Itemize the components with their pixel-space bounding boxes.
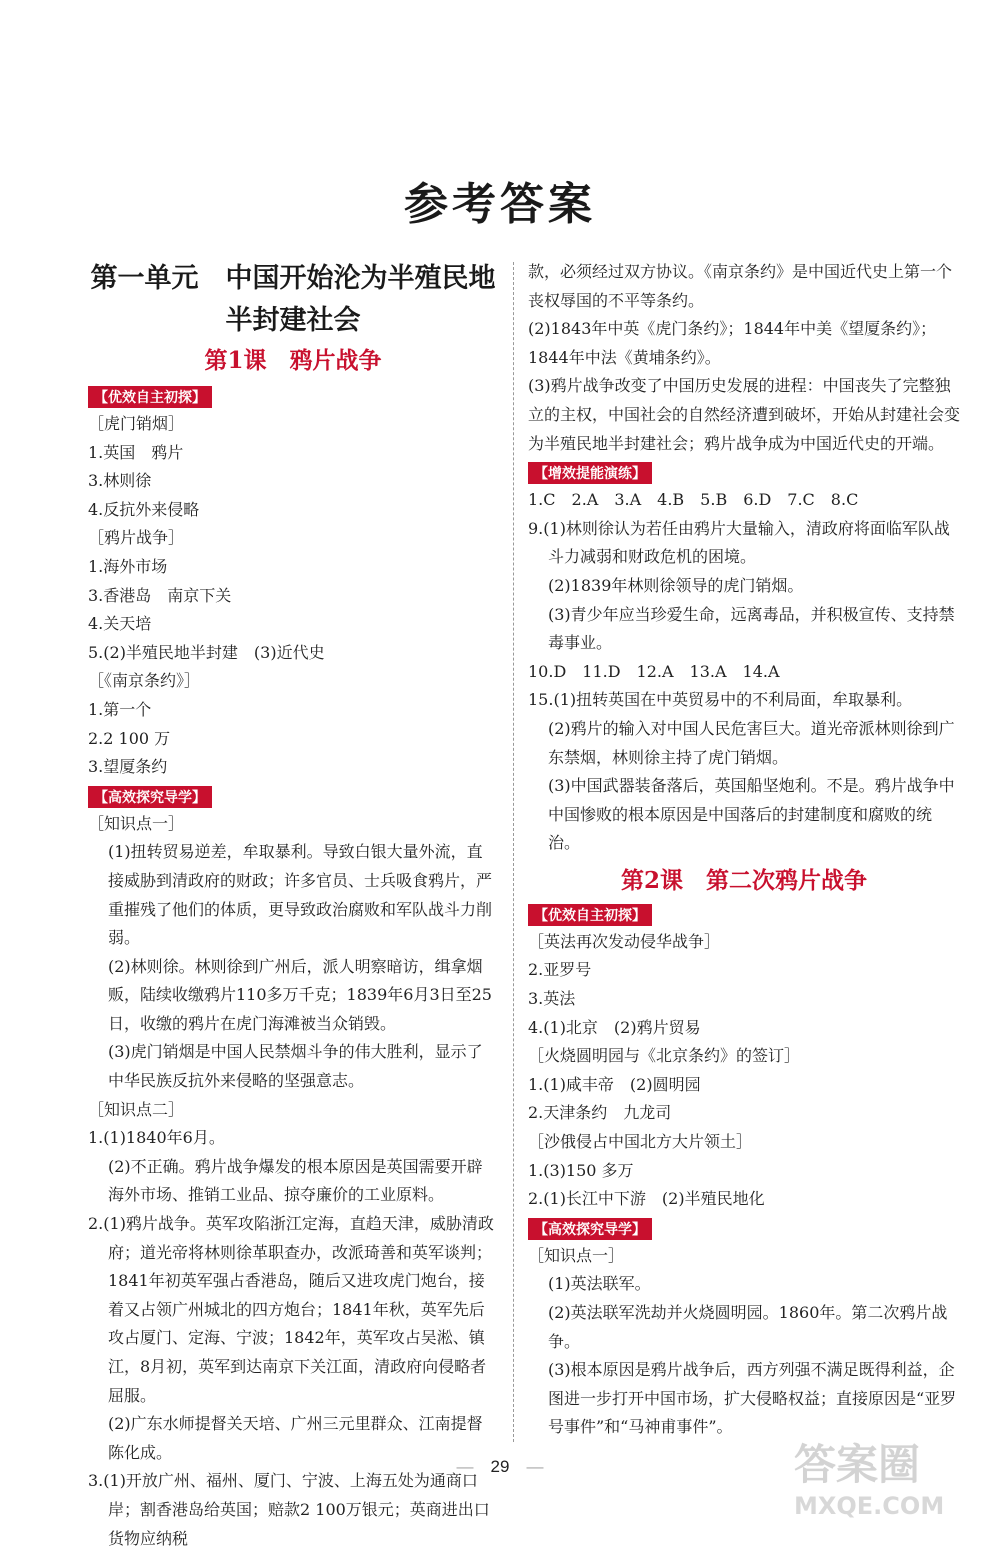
watermark-logo bbox=[794, 1432, 984, 1542]
answer-line: ［知识点一］ bbox=[88, 813, 185, 833]
answer-line: 4.反抗外来侵略 bbox=[88, 499, 200, 519]
answer-line: 2.(1)鸦片战争。英军攻陷浙江定海，直趋天津，威胁清政府；道光帝将林则徐革职查办，改派琦善和英军谈判；1841年初英军强占香港岛，随后又进攻虎门炮台，接着又占领广州城北的四方炮台；1841年秋，英军先后攻占厦门、定海、宁波；1842年，英军攻占吴淞、镇江，8月初，英军到达南京下关江面，清政府向侵略者屈服。 bbox=[88, 1214, 494, 1405]
answer-line: ［知识点二］ bbox=[88, 1099, 185, 1119]
answer-line: 1.第一个 bbox=[88, 699, 152, 719]
lesson-1-title: 第1课 鸦片战争 bbox=[204, 347, 382, 374]
right-answer-list bbox=[528, 258, 960, 1442]
answer-line: (2)1839年林则徐领导的虎门销烟。 bbox=[548, 575, 804, 595]
section-header: 【增效提能演练】 bbox=[528, 462, 652, 484]
section-header-row bbox=[88, 382, 498, 410]
answer-line: (3)根本原因是鸦片战争后，西方列强不满足既得利益，企图进一步打开中国市场，扩大侵略权益；直接原因是“亚罗号事件”和“马神甫事件”。 bbox=[548, 1360, 957, 1437]
section-header: 【优效自主初探】 bbox=[528, 904, 652, 926]
answer-line: 2.天津条约 九龙司 bbox=[528, 1103, 672, 1123]
answer-line: (1)扭转贸易逆差，牟取暴利。导致白银大量外流，直接威胁到清政府的财政；许多官员、士兵吸食鸦片，严重摧残了他们的体质，更导致政治腐败和军队战斗力削弱。 bbox=[108, 842, 493, 948]
answer-line: 1.英国 鸦片 bbox=[88, 442, 184, 462]
answer-line: 3.林则徐 bbox=[88, 471, 152, 491]
answer-line: ［知识点一］ bbox=[528, 1245, 625, 1265]
answer-line: (3)鸦片战争改变了中国历史发展的进程：中国丧失了完整独立的主权，中国社会的自然经济遭到破坏，开始从封建社会变为半殖民地半封建社会；鸦片战争成为中国近代史的开端。 bbox=[528, 376, 961, 453]
section-header-row bbox=[528, 458, 960, 486]
answer-line: 1.(3)150 多万 bbox=[528, 1160, 634, 1180]
answer-line: (2)不正确。鸦片战争爆发的根本原因是英国需要开辟海外市场、推销工业品、掠夺廉价的工业原料。 bbox=[108, 1156, 483, 1205]
answer-line: 1.海外市场 bbox=[88, 556, 168, 576]
right-column bbox=[528, 258, 960, 1442]
answer-line: 1.(1)1840年6月。 bbox=[88, 1128, 225, 1148]
answer-line: 2.(1)长江中下游 (2)半殖民地化 bbox=[528, 1189, 765, 1209]
answer-line: 1.C 2.A 3.A 4.B 5.B 6.D 7.C 8.C bbox=[528, 490, 859, 510]
answer-line: 3.(1)开放广州、福州、厦门、宁波、上海五处为通商口岸；割香港岛给英国；赔款2 100万银元；英商进出口货物应纳税 bbox=[88, 1471, 490, 1548]
unit-title-line-1: 第一单元 中国开始沦为半殖民地 bbox=[90, 263, 496, 294]
answer-line: (2)鸦片的输入对中国人民危害巨大。道光帝派林则徐到广东禁烟，林则徐主持了虎门销烟。 bbox=[548, 718, 955, 767]
answer-line: ［鸦片战争］ bbox=[88, 528, 185, 548]
section-header-row bbox=[88, 782, 498, 810]
answer-line: 1.(1)咸丰帝 (2)圆明园 bbox=[528, 1074, 701, 1094]
lesson-title: 第2课 第二次鸦片战争 bbox=[620, 866, 867, 894]
unit-title-line-2: 半封建社会 bbox=[225, 305, 361, 336]
answer-line: ［虎门销烟］ bbox=[88, 414, 185, 433]
answer-line: 10.D 11.D 12.A 13.A 14.A bbox=[528, 661, 780, 681]
answer-line: 3.香港岛 南京下关 bbox=[88, 585, 232, 605]
answer-line: 2.2 100 万 bbox=[88, 728, 171, 748]
answer-line: 3.英法 bbox=[528, 989, 576, 1009]
answer-line: 款，必须经过双方协议。《南京条约》是中国近代史上第一个丧权辱国的不平等条约。 bbox=[528, 262, 953, 310]
watermark-line-1: 答案圈 bbox=[794, 1440, 921, 1489]
answer-line: 3.望厦条约 bbox=[88, 757, 168, 777]
answer-line: 5.(2)半殖民地半封建 (3)近代史 bbox=[88, 642, 325, 662]
page-number-value: 29 bbox=[490, 1457, 510, 1476]
answer-line: 9.(1)林则徐认为若任由鸦片大量输入，清政府将面临军队战斗力减弱和财政危机的困境。 bbox=[528, 518, 950, 567]
answer-line: ［《南京条约》］ bbox=[88, 671, 201, 691]
answer-line: 2.亚罗号 bbox=[528, 960, 592, 980]
page-number-dash-right: — bbox=[509, 1457, 544, 1476]
answer-line: ［英法再次发动侵华战争］ bbox=[528, 931, 721, 951]
section-header: 【优效自主初探】 bbox=[88, 386, 212, 408]
answer-line: 4.(1)北京 (2)鸦片贸易 bbox=[528, 1017, 701, 1037]
answer-line: (2)广东水师提督关天培、广州三元里群众、江南提督陈化成。 bbox=[108, 1414, 483, 1462]
answer-line: (2)1843年中英《虎门条约》；1844年中美《望厦条约》；1844年中法《黄埔条约》。 bbox=[528, 319, 937, 367]
section-header-row bbox=[528, 900, 960, 928]
section-header: 【高效探究导学】 bbox=[528, 1218, 652, 1240]
answer-line: (2)林则徐。林则徐到广州后，派人明察暗访，缉拿烟贩，陆续收缴鸦片110多万千克；1839年6月3日至25日，收缴的鸦片在虎门海滩被当众销毁。 bbox=[108, 956, 492, 1033]
answer-line: ［沙俄侵占中国北方大片领土］ bbox=[528, 1132, 753, 1152]
left-answer-list bbox=[88, 382, 498, 1553]
answer-line: (2)英法联军洗劫并火烧圆明园。1860年。第二次鸦片战争。 bbox=[548, 1303, 948, 1351]
page-number-dash-left: — bbox=[456, 1457, 491, 1476]
section-header: 【高效探究导学】 bbox=[88, 786, 212, 808]
answer-line: (3)虎门销烟是中国人民禁烟斗争的伟大胜利，显示了中华民族反抗外来侵略的坚强意志。 bbox=[108, 1042, 483, 1091]
answer-line: 15.(1)扭转英国在中英贸易中的不利局面，牟取暴利。 bbox=[528, 690, 913, 710]
left-column bbox=[88, 258, 498, 1553]
page-title: 参考答案 bbox=[404, 179, 596, 230]
section-header-row bbox=[528, 1214, 960, 1242]
column-divider bbox=[513, 262, 514, 1442]
answer-line: (3)青少年应当珍爱生命，远离毒品，并积极宣传、支持禁毒事业。 bbox=[548, 604, 955, 653]
answer-line: 4.关天培 bbox=[88, 614, 152, 634]
answer-line: (1)英法联军。 bbox=[548, 1274, 651, 1294]
answer-line: ［火烧圆明园与《北京条约》的签订］ bbox=[528, 1046, 801, 1066]
watermark-line-2: MXQE.COM bbox=[794, 1492, 945, 1520]
answer-line: (3)中国武器装备落后，英国船坚炮利。不是。鸦片战争中中国惨败的根本原因是中国落后的封建制度和腐败的统治。 bbox=[548, 776, 955, 853]
